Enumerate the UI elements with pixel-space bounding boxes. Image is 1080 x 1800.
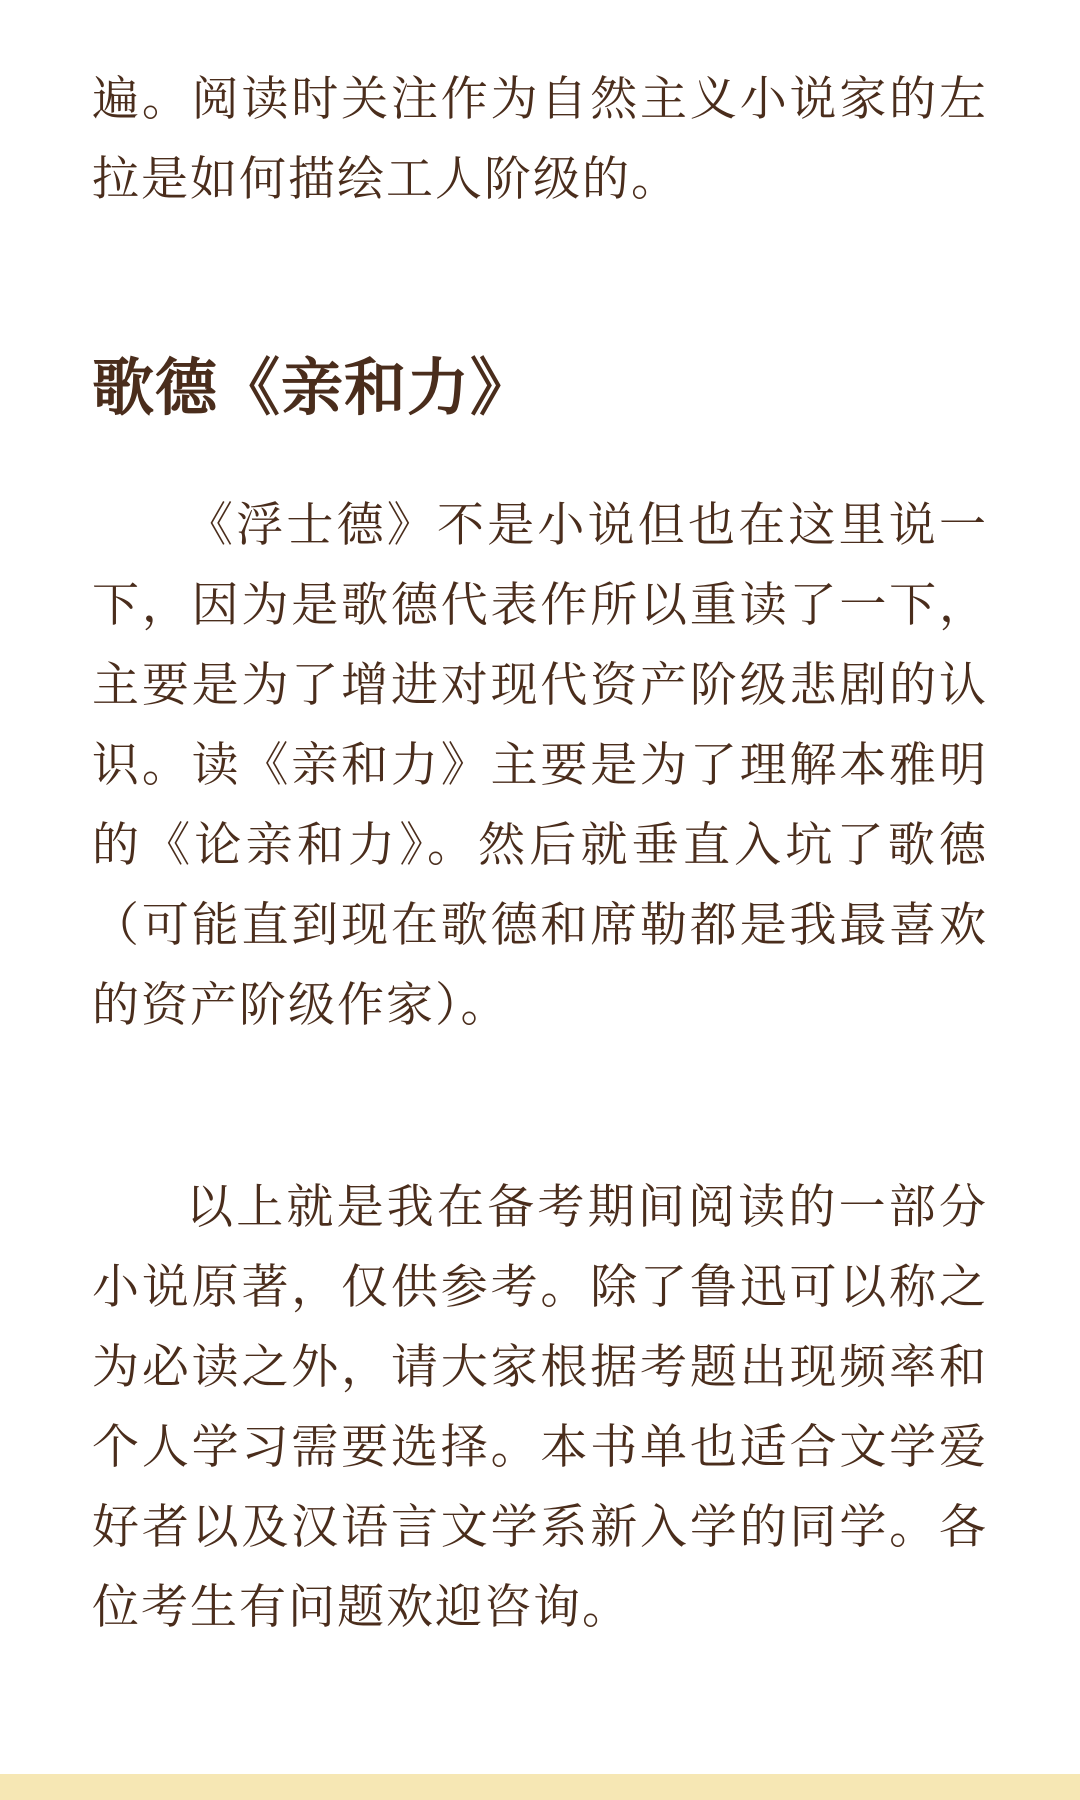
bottom-decorative-band [0, 1774, 1080, 1800]
section-heading: 歌德《亲和力》 [92, 351, 534, 424]
intro-paragraph: 遍。阅读时关注作为自然主义小说家的左拉是如何描绘工人阶级的。 [92, 72, 988, 207]
article-body [92, 60, 988, 1648]
closing-paragraph: 以上就是我在备考期间阅读的一部分小说原著，仅供参考。除了鲁迅可以称之为必读之外，请大家根据考题出现频率和个人学习需要选择。本书单也适合文学爱好者以及汉语言文学系新入学的同学。各位考生有问题欢迎咨询。 [92, 1180, 988, 1635]
section-paragraph: 《浮士德》不是小说但也在这里说一下，因为是歌德代表作所以重读了一下，主要是为了增进对现代资产阶级悲剧的认识。读《亲和力》主要是为了理解本雅明的《论亲和力》。然后就垂直入坑了歌德（可能直到现在歌德和席勒都是我最喜欢的资产阶级作家）。 [92, 498, 988, 1033]
